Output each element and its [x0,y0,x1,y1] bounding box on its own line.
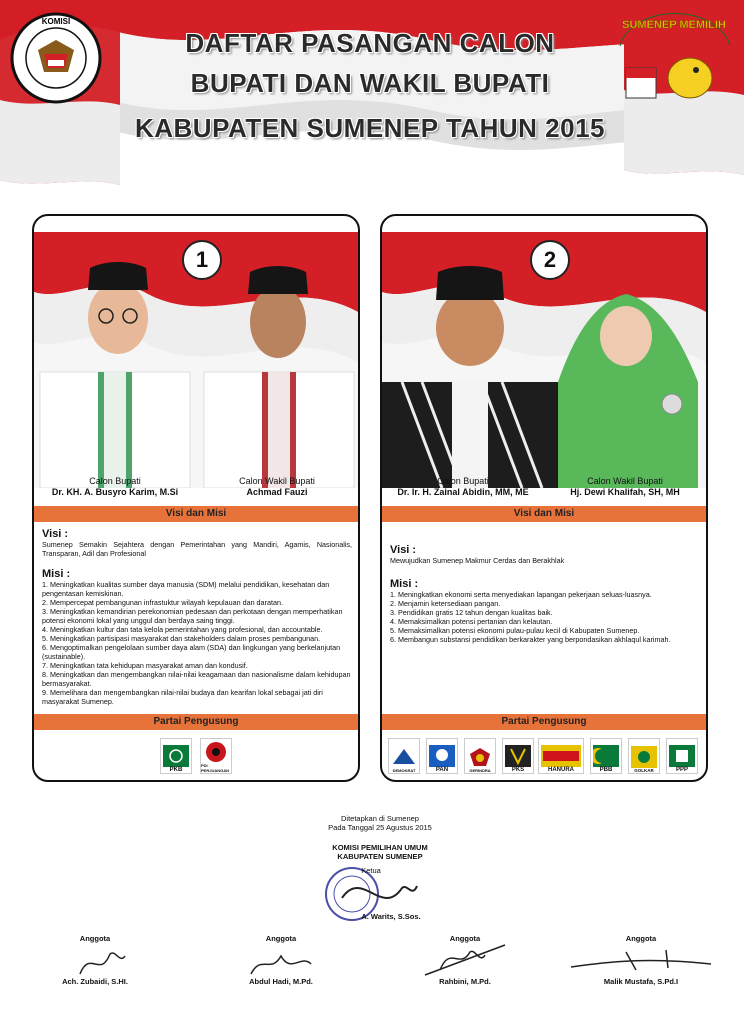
visi-title: Visi : [42,528,69,540]
misi-item: 1. Meningkatkan kualitas sumber daya manusia (SDM) melalui pendidikan, kesehatan dan pengentasan kemiskinan. [42,580,330,598]
svg-text:KOMISI: KOMISI [41,17,71,26]
visi-misi-header: Visi dan Misi [34,506,358,522]
member-name: Malik Mustafa, S.Pd.I [603,977,679,986]
misi-item: 2. Mempercepat pembangunan infrastuktur wilayah kepulauan dan daratan. [42,598,283,607]
header [0,0,744,200]
party-label: PKS [511,767,525,773]
chair-role: Ketua [361,866,381,875]
svg-text:SUMENEP MEMILIH: SUMENEP MEMILIH [622,19,726,31]
visi-title: Visi : [390,544,417,556]
member-role: Anggota [625,934,657,943]
misi-item: 7. Meningkatkan tata kehidupan masyarakat aman dan kondusif. [42,661,248,670]
visi-section [42,530,352,558]
party-label: GERINDRA [469,768,491,773]
party-logos [34,730,358,782]
svg-text:9 DESEMBER 2015: 9 DESEMBER 2015 [658,41,722,48]
party-label: PPP [675,767,688,773]
party-label: PAN [435,767,449,773]
candidate-bupati-label [382,476,544,498]
visi-text: Mewujudkan Sumenep Makmur Cerdas dan Berakhlak [390,556,565,565]
misi-item: 3. Meningkatkan kemandirian perekonomian pedesaan dan perkotaan dengan memperhatikan potensi ekonomi lokal yang unggul dan berdaya saing tinggi. [42,607,343,625]
chair-name: A. Warits, S.Sos. [361,912,421,921]
party-logo-demokrat [388,738,420,774]
misi-item: 5. Memaksimalkan potensi ekonomi pulau-pulau kecil di Kabupaten Sumenep. [390,626,640,635]
party-logo-golkar [628,738,660,774]
party-label: PKB [169,767,183,773]
misi-item: 4. Meningkatkan kultur dan tata kelola pemerintahan yang profesional, dan accountable. [42,625,323,634]
misi-item: 8. Meningkatkan dan mengembangkan nilai-nilai keagamaan dan nasionalisme dalam kehidupan bermasyarakat. [42,670,351,688]
candidate-number-badge: 2 [530,240,570,280]
role-text: Calon Wakil Bupati [587,476,663,486]
demokrat-icon [391,746,417,768]
gerindra-icon [467,746,493,768]
member-4 [576,934,706,986]
party-label: PBB [599,767,613,773]
member-3 [400,934,530,986]
footer-org-1: KOMISI PEMILIHAN UMUM [332,843,428,852]
party-logo-pks [502,738,534,774]
name-text: Dr. Ir. H. Zainal Abidin, MM, ME [397,487,529,497]
misi-item: 3. Pendidikan gratis 12 tahun dengan kualitas baik. [390,608,553,617]
mascot-logo-icon [612,6,736,110]
role-text: Calon Bupati [89,476,141,486]
visi-section [390,546,700,565]
footer-date: Pada Tanggal 25 Agustus 2015 [328,823,432,832]
misi-section [390,580,700,644]
party-logo-pbb [590,738,622,774]
ppp-icon [669,745,695,767]
footer-place: Ditetapkan di Sumenep [341,814,419,823]
party-label: GOLKAR [634,768,654,773]
visi-misi-header: Visi dan Misi [382,506,706,522]
misi-item: 5. Meningkatkan partisipasi masyarakat dan stakeholders dalam proses pembangunan. [42,634,321,643]
member-name: Abdul Hadi, M.Pd. [249,977,313,986]
role-text: Calon Wakil Bupati [239,476,315,486]
candidate-wakil-label [196,476,358,498]
misi-section [42,570,352,706]
member-role: Anggota [265,934,297,943]
signature-graphic [70,944,130,980]
member-role: Anggota [449,934,481,943]
party-logo-pan [426,738,458,774]
signature-graphic [566,942,716,978]
pdip-icon [203,741,229,763]
misi-item: 6. Mengoptimalkan pengelolaan sumber daya alam (SDA) dan lingkungan yang berkelanjutan (sustainable). [42,643,341,661]
name-text: Achmad Fauzi [246,487,308,497]
party-logo-gerindra [464,738,496,774]
member-2 [216,934,346,986]
partai-header: Partai Pengusung [382,714,706,730]
misi-item: 9. Memelihara dan mengembangkan nilai-nilai budaya dan kearifan lokal sebagai jati diri masyarakat Sumenep. [42,688,323,706]
misi-title: Misi : [390,578,419,590]
name-text: Hj. Dewi Khalifah, SH, MH [570,487,680,497]
candidate-wakil-label [544,476,706,498]
misi-item: 4. Memaksimalkan potensi pertanian dan kelautan. [390,617,553,626]
candidate-bupati-label [34,476,196,498]
misi-item: 2. Menjamin ketersediaan pangan. [390,599,501,608]
party-logo-ppp [666,738,698,774]
signature-graphic [246,944,316,980]
role-text: Calon Bupati [437,476,489,486]
party-logo-pkb [160,738,192,774]
name-text: Dr. KH. A. Busyro Karim, M.Si [51,487,179,497]
party-label: DEMOKRAT [392,768,416,773]
misi-title: Misi : [42,568,71,580]
candidate-number-badge: 1 [182,240,222,280]
footer-org-2: KABUPATEN SUMENEP [337,852,423,861]
hanura-icon [541,745,581,767]
title-line-3: KABUPATEN SUMENEP TAHUN 2015 [134,113,606,143]
party-label: PDI PERJUANGAN [201,763,230,773]
member-name: Ach. Zubaidi, S.HI. [62,977,128,986]
member-1 [30,934,160,986]
pks-icon [505,745,531,767]
partai-header: Partai Pengusung [34,714,358,730]
member-role: Anggota [79,934,111,943]
party-logo-pdip [200,738,232,774]
candidate-card-1 [32,214,360,782]
title-line-1: DAFTAR PASANGAN CALON [185,28,555,58]
title-line-2: BUPATI DAN WAKIL BUPATI [190,68,550,98]
signature-graphic [420,940,510,980]
party-label: HANURA [548,767,574,773]
misi-item: 6. Membangun substansi pendidikan berkarakter yang berpondasikan akhlaqul karimah. [390,635,671,644]
pkb-icon [163,745,189,767]
visi-text: Sumenep Semakin Sejahtera dengan Pemerintahan yang Mandiri, Agamis, Nasionalis, Transparan, Adil dan Profesional [42,540,352,558]
candidate-card-2 [380,214,708,782]
party-logo-hanura [538,738,584,774]
pan-icon [429,745,455,767]
member-name: Rahbini, M.Pd. [439,977,491,986]
pbb-icon [593,745,619,767]
golkar-icon [631,746,657,768]
party-logos [382,730,706,782]
kpu-logo-icon [8,10,104,106]
misi-item: 1. Meningkatkan ekonomi serta menyediakan lapangan pekerjaan seluas-luasnya. [390,590,652,599]
